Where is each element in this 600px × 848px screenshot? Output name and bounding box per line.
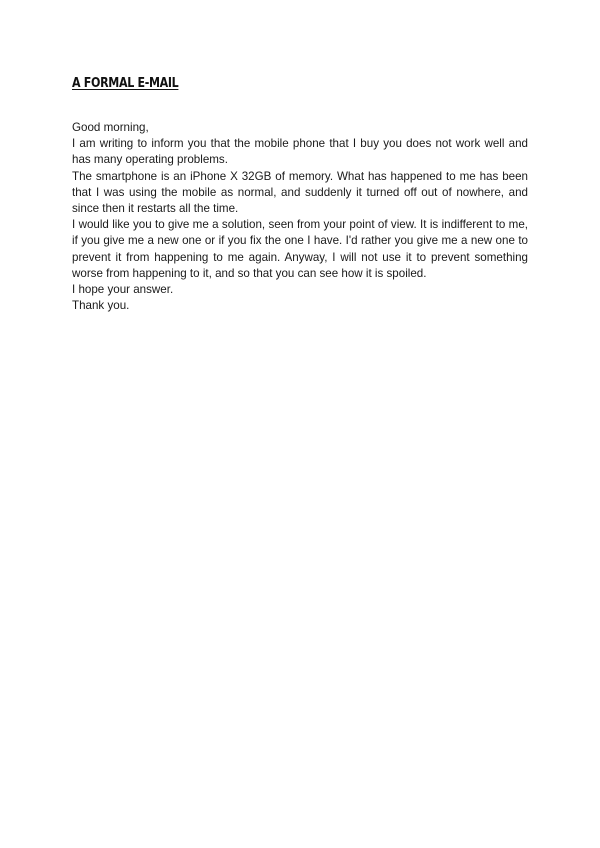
document-title: A FORMAL E-MAIL [72, 75, 179, 91]
paragraph-request: I would like you to give me a solution, seen from your point of view. It is indifferent to me, if you give me a new one or if you fix the one I have. I'd rather you give me a new one to prevent it from happening to me again. Anyway, I will not use it to prevent something worse from happening to it, and so that you can see how it is spoiled. [72, 218, 528, 280]
sign-off: Thank you. [72, 299, 130, 313]
paragraph-intro: I am writing to inform you that the mobile phone that I buy you does not work well and has many operating problems. [72, 137, 528, 167]
closing-line: I hope your answer. [72, 283, 174, 297]
greeting: Good morning, [72, 121, 149, 134]
letter-body [72, 120, 528, 314]
paragraph-problem: The smartphone is an iPhone X 32GB of memory. What has happened to me has been that I was using the mobile as normal, and suddenly it turned off out of nowhere, and since then it restarts all the time. [72, 169, 528, 216]
